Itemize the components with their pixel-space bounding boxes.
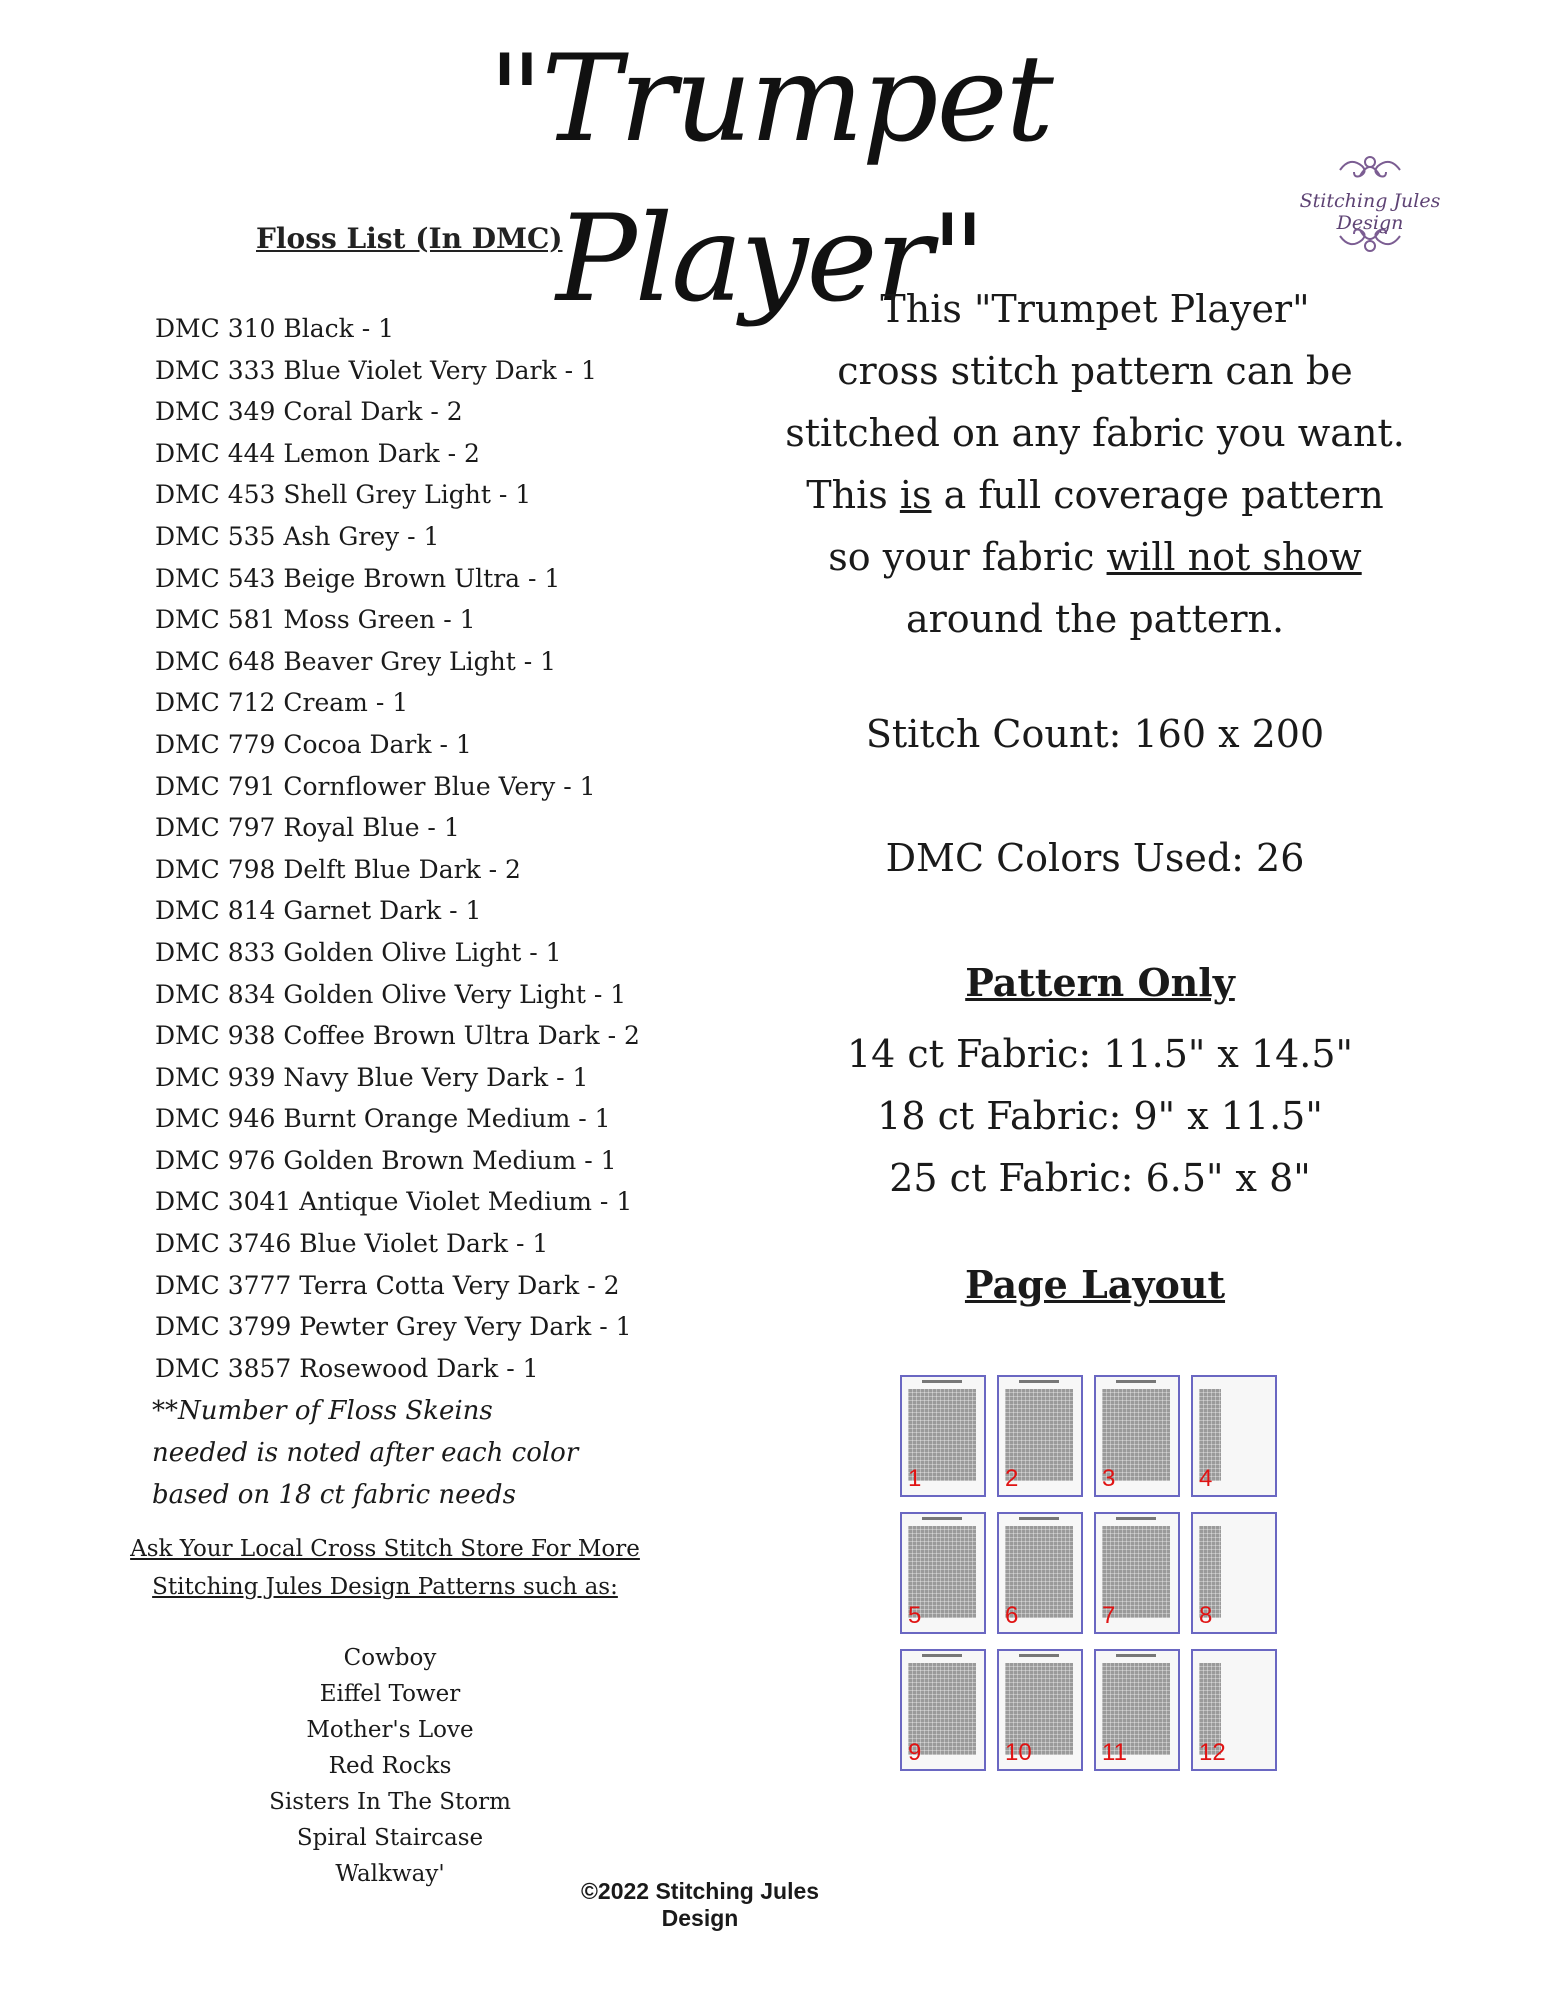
page-number: 1	[908, 1465, 922, 1492]
page-number: 2	[1005, 1465, 1019, 1492]
pattern-name: Walkway'	[335, 1861, 445, 1887]
page-number: 8	[1199, 1602, 1213, 1629]
page-thumbnail	[1191, 1649, 1277, 1771]
page-number: 5	[908, 1602, 922, 1629]
floss-item: DMC 939 Navy Blue Very Dark - 1	[155, 1062, 589, 1092]
floss-item: DMC 333 Blue Violet Very Dark - 1	[155, 355, 597, 385]
page-thumbnail	[900, 1512, 986, 1634]
colors-used: DMC Colors Used: 26	[885, 836, 1305, 880]
page-thumbnail	[900, 1649, 986, 1771]
stitch-count: Stitch Count: 160 x 200	[865, 712, 1325, 756]
floss-item: DMC 3857 Rosewood Dark - 1	[155, 1353, 539, 1383]
page-thumbnail	[1094, 1649, 1180, 1771]
floss-item: DMC 833 Golden Olive Light - 1	[155, 937, 562, 967]
floss-item: DMC 3777 Terra Cotta Very Dark - 2	[155, 1270, 620, 1300]
copyright: ©2022 Stitching Jules Design	[580, 1878, 820, 1931]
page-number: 10	[1005, 1739, 1032, 1766]
description-emphasis: is	[899, 473, 932, 517]
logo-text: Stitching Jules Design	[1299, 190, 1441, 234]
page-number: 3	[1102, 1465, 1116, 1492]
pattern-name: Cowboy	[343, 1645, 437, 1671]
pattern-name: Sisters In The Storm	[269, 1789, 511, 1815]
description-text: a full coverage pattern	[931, 473, 1384, 517]
description-emphasis: will not show	[1106, 535, 1362, 579]
floss-item: DMC 543 Beige Brown Ultra - 1	[155, 563, 561, 593]
fabric-size: 14 ct Fabric: 11.5" x 14.5"	[846, 1032, 1354, 1076]
floss-item: DMC 798 Delft Blue Dark - 2	[155, 854, 521, 884]
floss-item: DMC 535 Ash Grey - 1	[155, 521, 440, 551]
floss-item: DMC 976 Golden Brown Medium - 1	[155, 1145, 617, 1175]
page-thumbnail	[997, 1649, 1083, 1771]
page-number: 11	[1102, 1739, 1127, 1766]
description-line: stitched on any fabric you want.	[785, 411, 1405, 455]
description-line	[770, 464, 1420, 526]
page-layout-heading: Page Layout	[964, 1262, 1226, 1307]
floss-list-heading: Floss List (In DMC)	[256, 222, 563, 255]
floss-item: DMC 834 Golden Olive Very Light - 1	[155, 979, 627, 1009]
page-number: 7	[1102, 1602, 1116, 1629]
description-text: This	[806, 473, 900, 517]
page-thumbnail	[1191, 1375, 1277, 1497]
floss-item: DMC 3799 Pewter Grey Very Dark - 1	[155, 1312, 632, 1342]
page-thumbnail	[997, 1375, 1083, 1497]
pattern-name: Mother's Love	[306, 1717, 474, 1743]
floss-item: DMC 791 Cornflower Blue Very - 1	[155, 771, 596, 801]
store-promo-line: Ask Your Local Cross Stitch Store For More	[130, 1536, 640, 1562]
page-thumbnail	[1191, 1512, 1277, 1634]
pattern-only-heading: Pattern Only	[965, 960, 1235, 1005]
page-number: 12	[1199, 1739, 1226, 1766]
page-thumbnail	[1094, 1375, 1180, 1497]
floss-item: DMC 444 Lemon Dark - 2	[155, 438, 480, 468]
pattern-description	[770, 278, 1420, 650]
pattern-name: Spiral Staircase	[296, 1825, 484, 1851]
floss-item: DMC 3041 Antique Violet Medium - 1	[155, 1187, 633, 1217]
description-text: so your fabric	[828, 535, 1107, 579]
floss-item: DMC 453 Shell Grey Light - 1	[155, 480, 532, 510]
description-line: cross stitch pattern can be	[837, 349, 1353, 393]
floss-item: DMC 938 Coffee Brown Ultra Dark - 2	[155, 1021, 640, 1051]
fabric-size: 25 ct Fabric: 6.5" x 8"	[889, 1156, 1311, 1200]
description-line	[770, 526, 1420, 588]
page-number: 9	[908, 1739, 922, 1766]
fabric-size: 18 ct Fabric: 9" x 11.5"	[877, 1094, 1323, 1138]
brand-logo	[1270, 148, 1470, 263]
floss-list	[155, 308, 640, 1389]
page-title: "Trumpet Player"	[488, 30, 1052, 329]
floss-item: DMC 712 Cream - 1	[155, 688, 409, 718]
pattern-name: Eiffel Tower	[319, 1681, 461, 1707]
page-number: 6	[1005, 1602, 1019, 1629]
floss-item: DMC 648 Beaver Grey Light - 1	[155, 646, 557, 676]
pattern-name: Red Rocks	[328, 1753, 452, 1779]
floss-item: DMC 310 Black - 1	[155, 314, 395, 343]
other-patterns-list	[240, 1640, 540, 1892]
description-line: This "Trumpet Player"	[880, 287, 1310, 331]
floss-item: DMC 814 Garnet Dark - 1	[155, 896, 482, 926]
description-line: around the pattern.	[905, 597, 1285, 641]
store-promo	[120, 1530, 650, 1606]
page-layout-grid	[900, 1375, 1290, 1795]
floss-item: DMC 349 Coral Dark - 2	[155, 397, 463, 427]
floss-note: **Number of Floss Skeins needed is noted after each color based on 18 ct fabric needs	[152, 1396, 579, 1510]
floss-item: DMC 946 Burnt Orange Medium - 1	[155, 1104, 611, 1134]
page-thumbnail	[1094, 1512, 1180, 1634]
page-number: 4	[1199, 1465, 1213, 1492]
floss-item: DMC 797 Royal Blue - 1	[155, 813, 460, 843]
floss-item: DMC 581 Moss Green - 1	[155, 605, 476, 635]
page-thumbnail	[997, 1512, 1083, 1634]
store-promo-line: Stitching Jules Design Patterns such as:	[152, 1574, 618, 1600]
floss-item: DMC 779 Cocoa Dark - 1	[155, 729, 472, 759]
floss-item: DMC 3746 Blue Violet Dark - 1	[155, 1229, 549, 1259]
page-thumbnail	[900, 1375, 986, 1497]
fabric-size-list	[770, 1023, 1430, 1209]
